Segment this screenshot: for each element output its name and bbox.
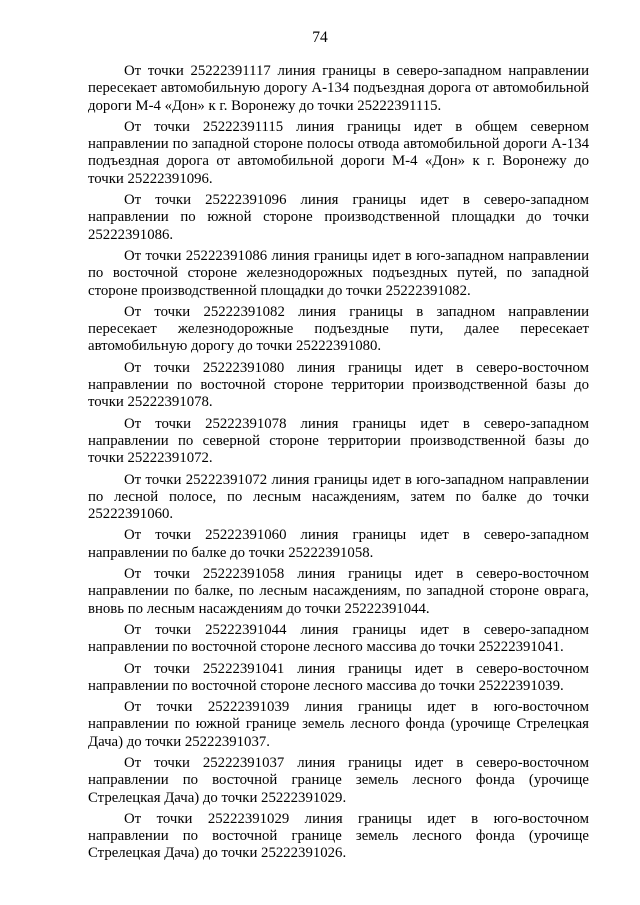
- paragraph: От точки 25222391080 линия границы идет в северо-восточном направлении по восточной стороне территории производственной базы до точки 25222391078.: [88, 359, 589, 411]
- paragraph: От точки 25222391082 линия границы в западном направлении пересекает железнодорожные подъездные пути, далее пересекает автомобильную дорогу до точки 25222391080.: [88, 303, 589, 355]
- paragraph: От точки 25222391086 линия границы идет в юго-западном направлении по восточной стороне железнодорожных подъездных путей, по западной стороне производственной площадки до точки 25222391082.: [88, 247, 589, 299]
- page-number: 74: [312, 29, 328, 46]
- paragraph: От точки 25222391115 линия границы идет в общем северном направлении по западной стороне полосы отвода автомобильной дороги А-134 подъездная дорога от автомобильной дороги М-4 «Дон» к г. Воронежу до точки 25222391096.: [88, 118, 589, 187]
- paragraph: От точки 25222391096 линия границы идет в северо-западном направлении по южной стороне производственной площадки до точки 25222391086.: [88, 192, 589, 243]
- paragraph: От точки 25222391044 линия границы идет в северо-западном направлении по восточной стороне лесного массива до точки 25222391041.: [88, 621, 589, 656]
- paragraph: От точки 25222391078 линия границы идет в северо-западном направлении по северной стороне территории производственной базы до точки 25222391072.: [88, 415, 589, 467]
- paragraph: От точки 25222391037 линия границы идет в северо-восточном направлении по восточной границе земель лесного фонда (урочище Стрелецкая Дача) до точки 25222391029.: [88, 754, 589, 806]
- paragraph: От точки 25222391072 линия границы идет в юго-западном направлении по лесной полосе, по лесным насаждениям, затем по балке до точки 25222391060.: [88, 471, 589, 523]
- paragraph: От точки 25222391117 линия границы в северо-западном направлении пересекает автомобильную дорогу А-134 подъездная дорога от автомобильной дороги М-4 «Дон» к г. Воронежу до точки 25222391115.: [88, 63, 589, 114]
- paragraph: От точки 25222391029 линия границы идет в юго-восточном направлении по восточной границе земель лесного фонда (урочище Стрелецкая Дача) до точки 25222391026.: [88, 810, 589, 862]
- paragraph: От точки 25222391060 линия границы идет в северо-западном направлении по балке до точки 25222391058.: [88, 527, 589, 561]
- paragraph: От точки 25222391041 линия границы идет в северо-восточном направлении по восточной стороне лесного массива до точки 25222391039.: [88, 660, 589, 694]
- paragraph: От точки 25222391039 линия границы идет в юго-восточном направлении по южной границе земель лесного фонда (урочище Стрелецкая Дача) до точки 25222391037.: [88, 699, 589, 750]
- paragraph: От точки 25222391058 линия границы идет в северо-восточном направлении по балке, по лесным насаждениям, по западной стороне оврага, вновь по лесным насаждениям до точки 25222391044.: [88, 566, 589, 617]
- document-body: [88, 63, 589, 867]
